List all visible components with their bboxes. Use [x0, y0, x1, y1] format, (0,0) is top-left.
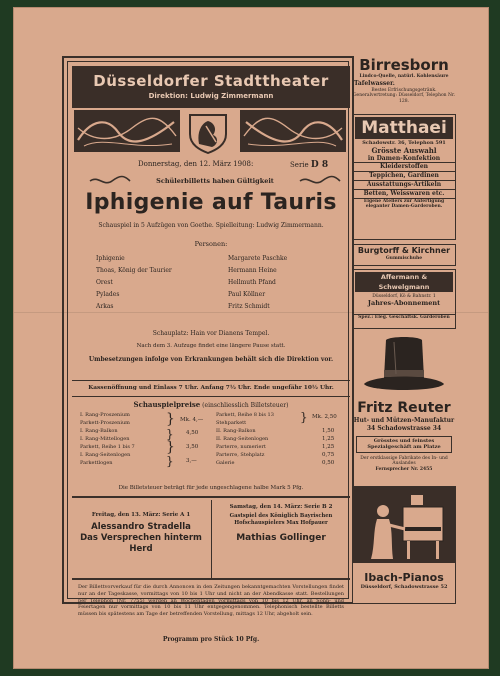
event-divider — [211, 500, 212, 578]
price-seat: Parterre, Stehplatz — [216, 452, 265, 458]
ad-reuter-name: Fritz Reuter — [357, 400, 451, 416]
cast-change-note: Umbesetzungen infolge von Erkrankungen behält sich die Direktion vor. — [88, 356, 334, 363]
pause-note: Nach dem 3. Aufzuge findet eine längere Pause statt. — [136, 343, 286, 349]
price-amount: 4,50 — [186, 430, 199, 436]
ad-burgtorff — [352, 244, 456, 266]
ad-ibach-address: Düsseldorf, Schadowstrasse 52 — [360, 584, 448, 590]
cast-actor: Hermann Heine — [228, 267, 277, 274]
serie-label: Serie — [290, 161, 309, 169]
serie-value: D 8 — [310, 160, 329, 170]
price-amount: 3,— — [186, 458, 197, 464]
ad-birresborn-small: Bestes Erfrischungsgetränk. Generalvertretung: Düsseldorf, Telephon Nr. 128. — [352, 87, 456, 105]
piano-player-icon — [353, 487, 455, 563]
top-hat-icon — [360, 334, 448, 398]
ad-reuter-box1: Grösstes und feinstes — [373, 437, 435, 444]
price-seat: II. Rang-Balkon — [216, 428, 256, 434]
opening-times: Kassenöffnung und Einlass 7 Uhr. Anfang 7½ Uhr. Ende ungefähr 10½ Uhr. — [88, 385, 334, 391]
price-amount: Mk. 4,— — [180, 417, 204, 423]
cast-role: Thoas, König der Taurier — [96, 267, 172, 274]
cast-actor: Paul Köllner — [228, 291, 266, 298]
ad-affermann-label: Jahres-Abonnement — [367, 298, 441, 307]
price-seat: Galerie — [216, 460, 235, 466]
billet-tax-note: Die Billetsteuer beträgt für jede ungeschlagene halbe Mark 5 Pfg. — [118, 485, 304, 491]
price-seat: Parkett, Reihe 8 bis 13 — [216, 412, 274, 418]
price-bracket: } — [300, 410, 308, 424]
price-seat: I. Rang-Seitenlogen — [80, 452, 131, 458]
ad-matthaei-item: in Damen-Konfektion — [367, 154, 441, 162]
event-friday-play2: Das Versprechen hinterm Herd — [80, 533, 202, 554]
ad-affermann-address: Düsseldorf, Kö & Bahnstr. 1 — [372, 294, 436, 299]
price-amount: 0,50 — [322, 460, 335, 466]
event-saturday — [214, 500, 348, 570]
cast-actor: Fritz Schmidt — [228, 303, 270, 310]
cast-role: Pylades — [96, 291, 120, 298]
price-amount: 1,25 — [322, 444, 335, 450]
ad-birresborn-name: Birresborn — [359, 56, 449, 74]
price-bracket: } — [166, 411, 175, 427]
ad-ibach — [352, 486, 456, 604]
price-seat: I. Rang-Mittellogen — [80, 436, 130, 442]
ad-reuter-box — [356, 436, 452, 453]
ad-matthaei-item: Grösste Auswahl — [371, 145, 437, 155]
cast-role: Arkas — [96, 303, 114, 310]
ad-matthaei-small: Eigene Ateliers zur Anfertigung eleganter Damen-Garderoben. — [353, 198, 455, 211]
city-crest-icon — [186, 112, 230, 154]
ad-ibach-name: Ibach-Pianos — [364, 571, 444, 584]
price-seat: Stehparkett — [216, 420, 247, 426]
programm-price: Programm pro Stück 10 Pfg. — [162, 636, 260, 643]
ad-reuter-line2: 34 Schadowstrasse 34 — [366, 424, 442, 432]
price-amount: 1,50 — [322, 428, 335, 434]
theater-direction: Direktion: Ludwig Zimmermann — [148, 92, 274, 100]
ad-birresborn-line2: Tafelwasser. — [354, 79, 395, 87]
ad-burgtorff-name: Burgtorff & Kirchner — [357, 246, 451, 255]
persons-heading: Personen: — [194, 240, 228, 248]
ad-affermann-name: Affermann & Schwelgmann — [355, 272, 453, 292]
ad-burgtorff-sub: Gummischuhe — [385, 256, 423, 261]
ad-reuter-small: Der erstklassige Fabrikate des In- und Auslandes — [360, 455, 448, 467]
price-bracket: } — [166, 439, 175, 455]
price-seat: I. Rang-Balkon — [80, 428, 118, 434]
ad-matthaei — [352, 114, 456, 240]
price-amount: 0,75 — [322, 452, 335, 458]
ad-affermann — [352, 269, 456, 329]
program-panel — [62, 56, 354, 643]
ad-matthaei-name: Matthaei — [355, 117, 453, 139]
price-amount: Mk. 2,50 — [312, 414, 337, 420]
price-bracket: } — [166, 454, 174, 468]
event-friday — [74, 500, 208, 570]
price-bracket: } — [166, 427, 174, 441]
price-seat: Parkettlogen — [80, 460, 113, 466]
ad-matthaei-item: Ausstattungs-Artikeln — [353, 180, 455, 189]
event-friday-date: Freitag, den 13. März: Serie A 1 — [91, 512, 191, 518]
performance-serie — [290, 160, 328, 170]
theater-header — [72, 66, 350, 108]
prices-heading-title: Schauspielpreise — [133, 400, 201, 409]
price-seat: Parkett, Reihe 1 bis 7 — [80, 444, 135, 450]
cast-actor: Hellmuth Pfand — [228, 279, 276, 286]
price-seat: Parkett-Proszenium — [80, 420, 130, 426]
scene-note: Schauplatz: Hain vor Dianens Tempel. — [152, 330, 270, 337]
ad-matthaei-address: Schadowstr. 36, Telephon 591 — [362, 140, 446, 146]
ad-birresborn-line1: Lindco-Quelle, natürl. Kohlensäure — [359, 74, 449, 79]
left-ornament-icon — [74, 110, 180, 152]
play-subtitle: Schauspiel in 5 Aufzügen von Goethe. Spielleitung: Ludwig Zimmermann. — [98, 222, 324, 229]
ad-matthaei-item: Kleiderstoffen — [353, 162, 455, 171]
price-amount: 1,25 — [322, 436, 335, 442]
right-flourish-icon — [298, 175, 342, 187]
divider — [72, 380, 350, 381]
vorverkauf-text: Der Billettvorverkauf für die durch Annoncen in den Zeitungen bekanntgemachten Vorstellungen findet nur an der Tageskasse, vormittags von 10 bis 1 Uhr und nicht an der Abendkasse statt. Bestellungen per Telephon (Nr. 7755) werden an Wochentagen vormittags von 10 bis 12 Uhr, an Sonn- und Feiertagen nur vormittags von 10 bis 11 Uhr entgegengenommen. Telephonisch bestellte Billetts müssen bis spätestens am Tage der betreffenden Vorstellung, mittags 12 Uhr, abgeholt sein. — [78, 584, 344, 618]
ad-reuter-line1: Hut- und Mützen-Manufaktur — [353, 417, 455, 424]
cast-role: Orest — [96, 279, 113, 286]
ad-matthaei-item: Teppichen, Gardinen — [353, 171, 455, 180]
right-ornament-icon — [240, 110, 346, 152]
divider — [72, 496, 350, 498]
price-seat: II. Rang-Seitenlogen — [216, 436, 269, 442]
ad-affermann-small: Spez.: Eleg. Geschäftsk. Garderoben — [353, 314, 455, 321]
ad-birresborn — [352, 56, 456, 110]
ad-reuter-phone: Fernsprecher Nr. 2455 — [375, 467, 433, 473]
program-inner-frame — [67, 61, 349, 643]
divider — [72, 578, 350, 580]
cast-role: Iphigenie — [96, 255, 125, 262]
theater-name: Düsseldorfer Stadttheater — [93, 72, 329, 90]
price-seat: Parterre, numeriert — [216, 444, 266, 450]
event-saturday-play: Mathias Gollinger — [236, 533, 326, 543]
prices-heading — [72, 400, 350, 409]
play-title: Iphigenie auf Tauris — [85, 190, 337, 215]
ad-reuter — [352, 400, 456, 500]
schueler-note: Schülerbilletts haben Gültigkeit — [156, 177, 274, 185]
event-friday-play1: Alessandro Stradella — [91, 522, 191, 532]
event-saturday-guest: Gastspiel des Königlich Bayrischen Hofschauspielers Max Hofpauer — [229, 513, 333, 526]
price-amount: 3,50 — [186, 444, 199, 450]
ad-matthaei-item: Betten, Weisswaren etc. — [353, 189, 455, 198]
event-saturday-date: Samstag, den 14. März: Serie B 2 — [229, 504, 333, 510]
price-seat: I. Rang-Proszenium — [80, 412, 130, 418]
cast-actor: Margarete Paschke — [228, 255, 288, 262]
performance-date: Donnerstag, den 12. März 1908: — [138, 160, 254, 168]
divider — [72, 396, 350, 397]
prices-heading-note: (einschliesslich Billetsteuer) — [202, 402, 289, 409]
ad-reuter-box2: Spezialgeschäft am Platze — [367, 444, 441, 451]
